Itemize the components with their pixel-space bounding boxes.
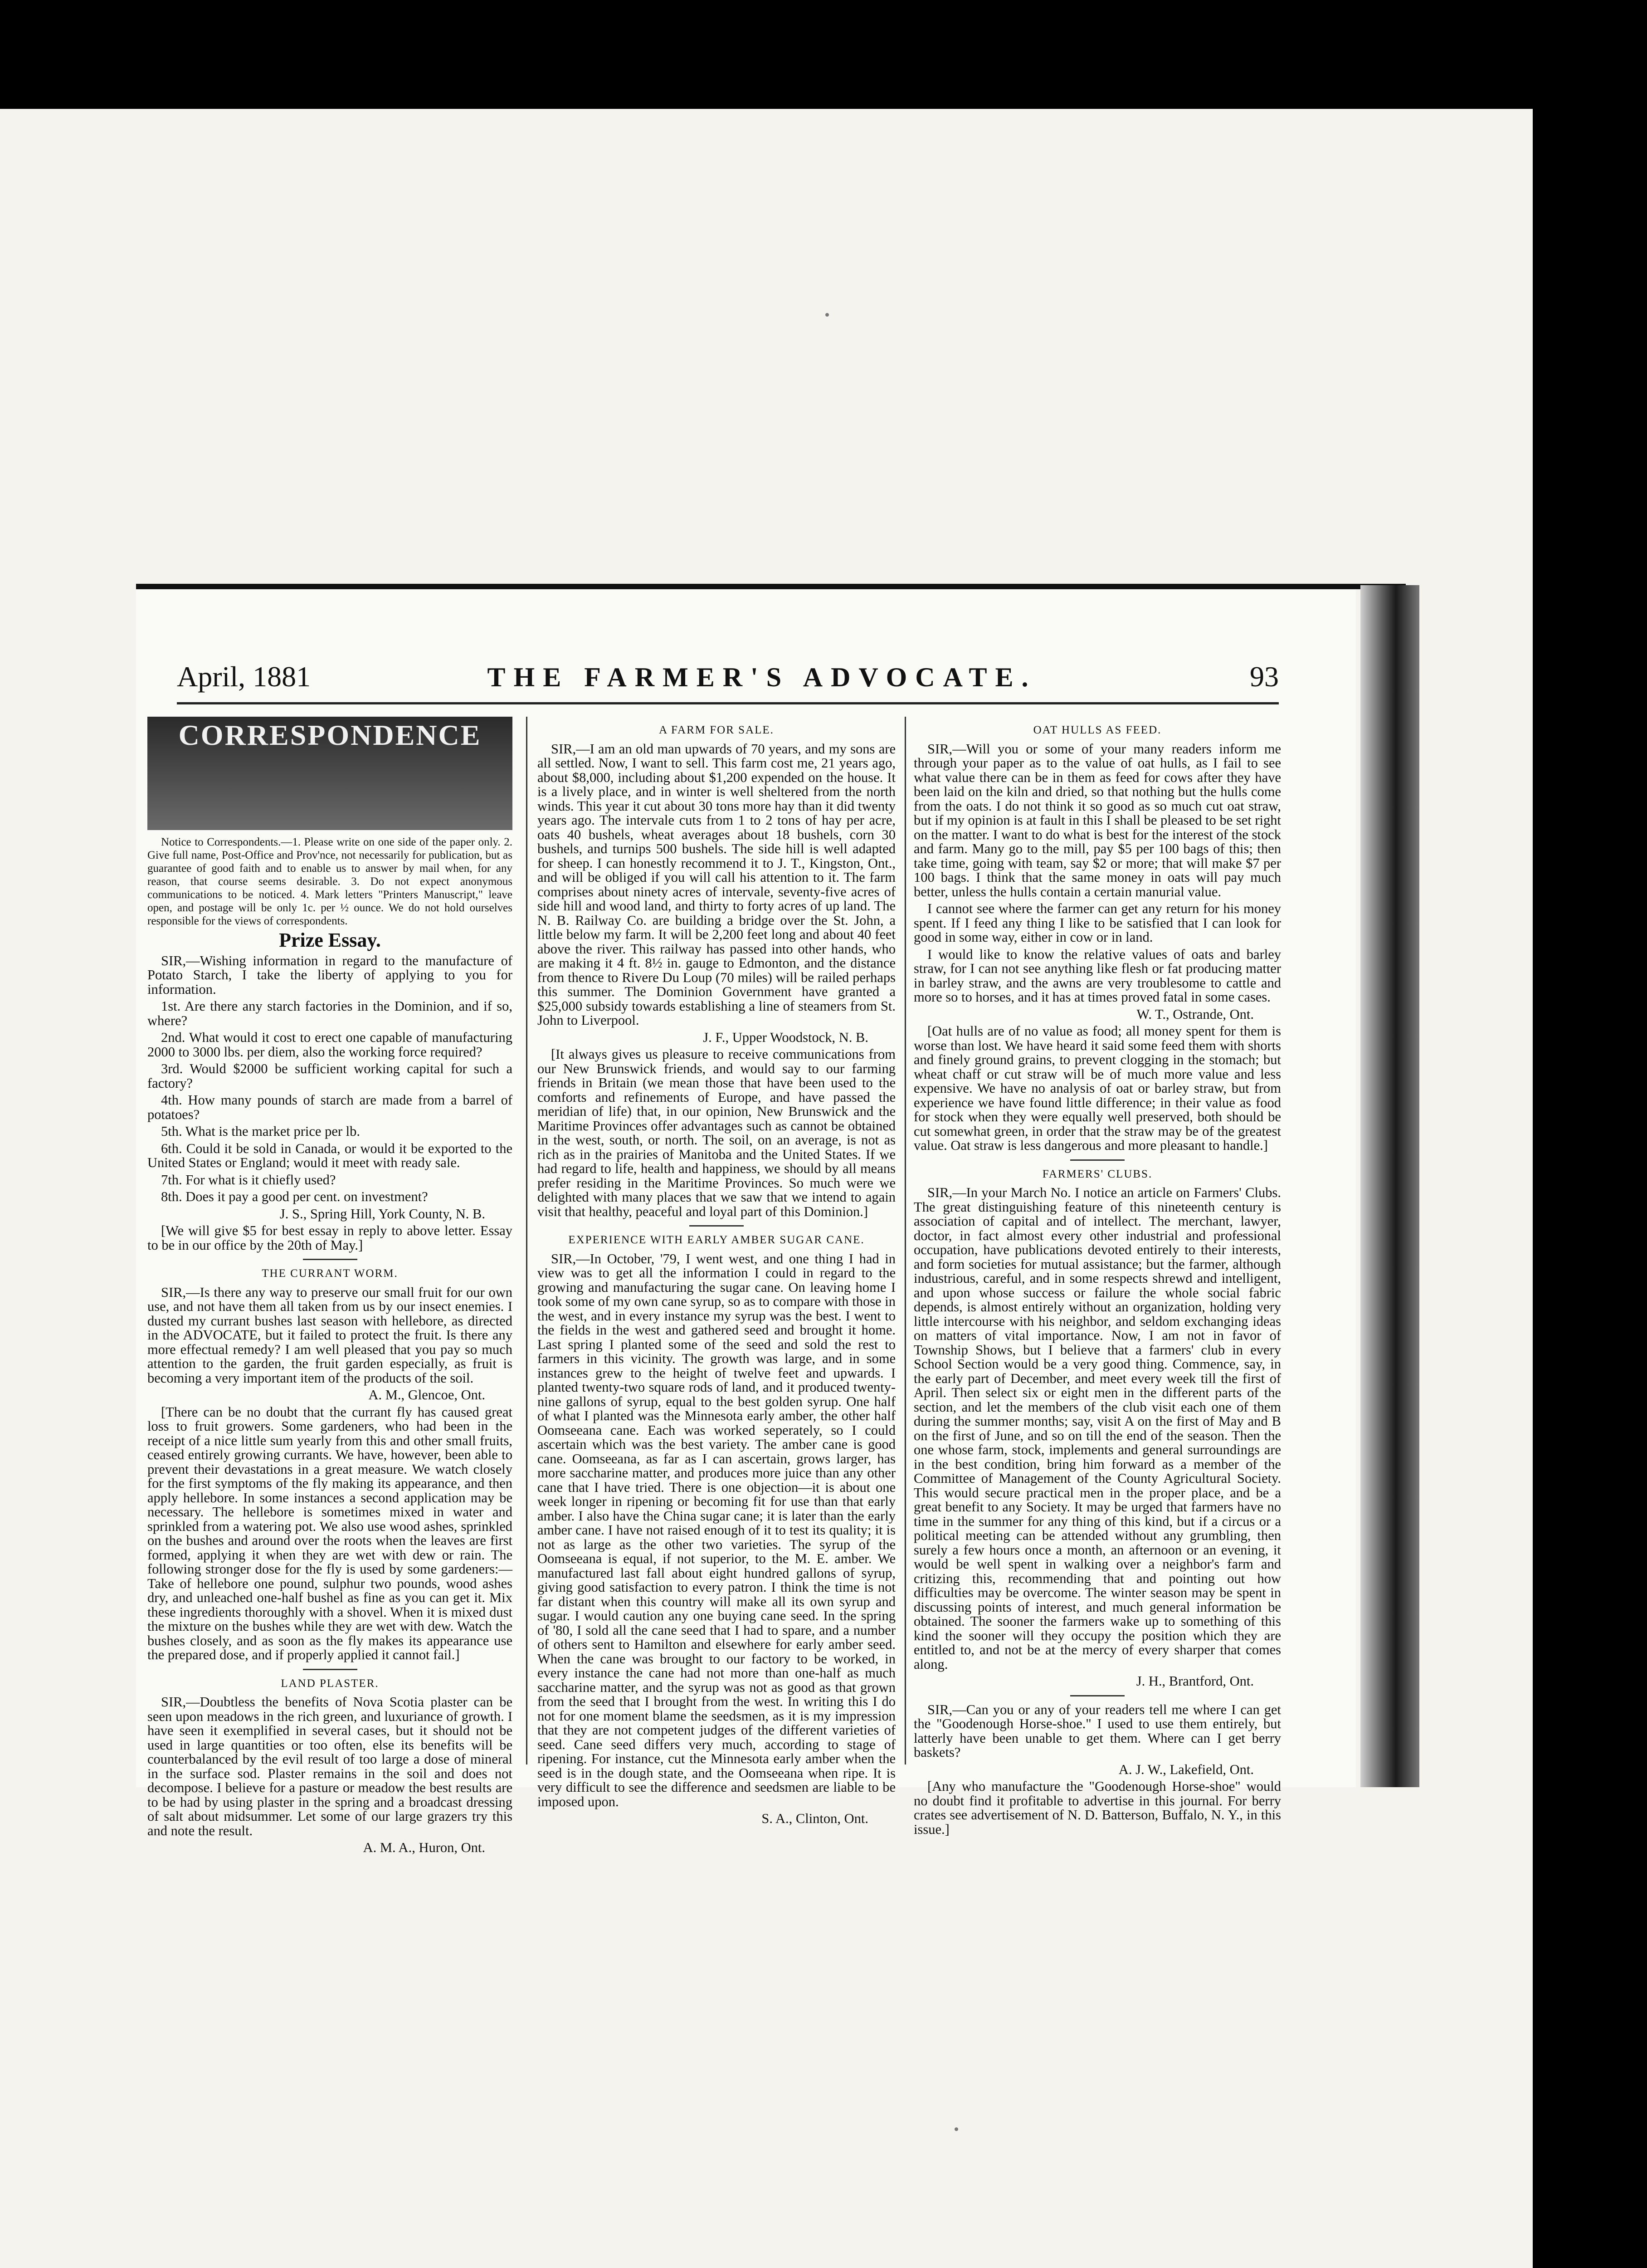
- oat-hulls-heading: OAT HULLS AS FEED.: [1033, 724, 1162, 736]
- sugar-cane-heading: EXPERIENCE WITH EARLY AMBER SUGAR CANE.: [568, 1234, 865, 1246]
- letter-text: SIR,—Is there any way to preserve our small fruit for our own use, and not have them all taken from us by our insect enemies. I dusted my currant bushes last season with hellebore, as directed in the ADVOCATE, but it failed to protect the fruit. Is there any more effectual remedy? I am well pleased that you pay so much attention to the garden, the fruit garden especially, as fruit is becoming a very important item of the products of the soil.: [147, 1284, 512, 1386]
- letter-text: SIR,—Can you or any of your readers tell me where I can get the "Goodenough Horse-shoe." I used to use them entirely, but latterly have been unable to get them. Where can I get berry baskets?: [914, 1701, 1281, 1760]
- question-4: 4th. How many pounds of starch are made from a barrel of potatoes?: [147, 1092, 512, 1122]
- question-1: 1st. Are there any starch factories in the Dominion, and if so, where?: [147, 998, 512, 1028]
- column-middle: [537, 717, 896, 1829]
- editor-reply: [There can be no doubt that the currant fly has caused great loss to fruit growers. Some gardeners, who had been in the receipt of a nice little sum yearly from this and other small fruits, ceased entirely growing currants. We have, however, been able to prevent their devastations in a great measure. We watch closely for the first symptoms of the fly making its appearance, and then apply hellebore. In some instances a second application may be necessary. The hellebore is sometimes mixed in water and sprinkled from a watering pot. We also use wood ashes, sprinkled on the bushes and around over the roots when the leaves are first formed, applying it when they are wet with dew or rain. The following stronger dose for the fly is used by some gardeners:—Take of hellebore one pound, sulphur two pounds, wood ashes dry, and unleached one-half bushel as fine as you can get it. Mix these ingredients thoroughly with a shovel. When it is mixed dust the mixture on the bushes while they are wet with dew. Watch the bushes closely, and as soon as the fly makes its appearance use the prepared dose, and if properly applied it cannot fail.]: [147, 1404, 512, 1662]
- signature: J. S., Spring Hill, York County, N. B.: [279, 1206, 485, 1222]
- signature: A. M. A., Huron, Ont.: [363, 1840, 485, 1855]
- signature: S. A., Clinton, Ont.: [761, 1811, 868, 1826]
- column-right: [914, 717, 1281, 1839]
- letter-text: SIR,—In your March No. I notice an article on Farmers' Clubs. The great distinguishing feature of this nineteenth century is association of capital and of intellect. The merchant, lawyer, doctor, in fact almost every other industrial and professional occupation, have publications devoted entirely to their interests, and form societies for mutual assistance; but the farmer, although industrious, careful, and in some respects shrewd and intelligent, and upon whose success or failure the whole social fabric depends, is almost entirely without an organization, holding very little intercourse with his neighbor, and seldom exchanging ideas on matters of vital importance. Now, I am not in favor of Township Shows, but I believe that a farmers' club in every School Section would be a very good thing. Commence, say, in the early part of December, and meet every week till the first of April. Then select six or eight men in the different parts of the section, and let the members of the club visit each one of them during the summer months; say, visit A on the first of May and B on the first of June, and so on till the end of the season. Then the one whose farm, stock, implements and general surroundings are in the best condition, bring him forward as a member of the Committee of Management of the County Agricultural Society. This would secure practical men in the proper place, and be a great benefit to any Society. It may be urged that farmers have no time in the summer for any thing of this kind, but if a circus or a political meeting can be attended without any grumbling, then surely a few hours once a month, an afternoon or an evening, it would be well spent in walking over a neighbor's farm and critizing this, recommending that and pointing out how difficulties may be overcome. The winter season may be spent in discussing points of interest, and much general information be obtained. The sooner the farmers wake up to something of this kind the sooner will they occupy the position which they are entitled to, and not be at the mercy of every sharper that comes along.: [914, 1185, 1281, 1672]
- prize-intro: SIR,—Wishing information in regard to the manufacture of Potato Starch, I take the liberty of applying to you for information.: [147, 953, 512, 997]
- banner-lettering: CORRESPONDENCE: [178, 719, 482, 751]
- column-divider: [905, 717, 906, 1765]
- column-divider: [526, 717, 527, 1765]
- section-rule: [303, 1669, 357, 1670]
- correspondence-banner: [147, 717, 512, 830]
- speck: [825, 313, 829, 317]
- land-plaster-heading: LAND PLASTER.: [281, 1677, 379, 1690]
- question-5: 5th. What is the market price per lb.: [161, 1124, 361, 1139]
- question-6: 6th. Could it be sold in Canada, or would it be exported to the United States or England; would it meet with ready sale.: [147, 1140, 512, 1170]
- signature: J. F., Upper Woodstock, N. B.: [703, 1029, 868, 1045]
- section-rule: [689, 1225, 744, 1227]
- editor-reply: [Oat hulls are of no value as food; all money spent for them is worse than lost. We have heard it said some feed them with shorts and finely ground grains, to prevent clogging in the stomach; but wheat chaff or cut straw will be of much more value and less expensive. We have no analysis of oat or barley straw, but from experience we have found little difference; in their value as food for stock when they were equally well preserved, both should be cut somewhat green, in order that the straw may be of the greatest value. Oat straw is less dangerous and more pleasant to handle.]: [914, 1023, 1281, 1153]
- header-rule: [177, 702, 1279, 704]
- question-3: 3rd. Would $2000 be sufficient working capital for such a factory?: [147, 1061, 512, 1091]
- speck: [955, 2127, 958, 2131]
- letter-text: SIR,—I am an old man upwards of 70 years, and my sons are all settled. Now, I want to sell. This farm cost me, 21 years ago, about $8,000, including about $1,200 expended on the house. It is a lively place, and in winter is well sheltered from the north winds. This year it cut about 30 tons more hay than it did twenty years ago. The intervale cuts from 1 to 2 tons of hay per acre, oats 40 bushels, wheat averages about 18 bushels, corn 30 bushels, and turnips 500 bushels. The side hill is well adapted for sheep. I can honestly recommend it to J. T., Kingston, Ont., and will be obliged if you will call his attention to it. The farm comprises about ninety acres of intervale, seventy-five acres of side hill and wood land, and thirty to forty acres of up land. The N. B. Railway Co. are building a bridge over the St. John, a little below my farm. It will be 2,200 feet long and about 40 feet above the river. This railway has passed into other hands, who are making it 4 ft. 8½ in. gauge to Edmonton, and the distance from thence to Rivere Du Loup (70 miles) will be railed perhaps this summer. The Dominion Government have granted a $25,000 subsidy towards establishing a line of steamers from St. John to Liverpool.: [537, 741, 896, 1028]
- signature: W. T., Ostrande, Ont.: [1136, 1006, 1254, 1022]
- editor-reply: [It always gives us pleasure to receive communications from our New Brunswick friends, and would say to our farming friends in Britain (we mean those that have been used to the comforts and refinements of Europe, and have passed the meridian of life) that, in our opinion, New Brunswick and the Maritime Provinces offer advantages such as cannot be obtained in the west, south, or north. The soil, on an average, is not as rich as in the prairies of Manitoba and the United States. If we had regard to life, health and happiness, we should by all means prefer residing in the Maritime Provinces. So much were we delighted with many places that we saw that we intend to again visit that healthy, peaceful and loyal part of this Dominion.]: [537, 1046, 896, 1219]
- issue-date: April, 1881: [177, 660, 311, 693]
- section-rule: [303, 1259, 357, 1260]
- notice-to-correspondents: Notice to Correspondents.—1. Please write on one side of the paper only. 2. Give full name, Post-Office and Prov'nce, not necessarily for publication, but as guarantee of good faith and to enable us to answer by mail when, for any reason, that course seems desirable. 3. Do not expect anonymous communications to be noticed. 4. Mark letters "Printers Manuscript," leave open, and postage will be only 1c. per ½ ounce. We do not hold ourselves responsible for the views of correspondents.: [147, 836, 512, 927]
- question-7: 7th. For what is it chiefly used?: [161, 1172, 336, 1188]
- book-spine: [1360, 585, 1419, 1787]
- farmers-clubs-heading: FARMERS' CLUBS.: [1042, 1168, 1153, 1180]
- column-left: [147, 717, 512, 1858]
- section-rule: [1070, 1159, 1125, 1161]
- editor-note: [We will give $5 for best essay in reply to above letter. Essay to be in our office by the 20th of May.]: [147, 1223, 512, 1253]
- currant-worm-heading: THE CURRANT WORM.: [262, 1267, 398, 1280]
- top-border-line: [136, 584, 1406, 589]
- prize-essay-heading: Prize Essay.: [279, 929, 381, 951]
- page-header: [177, 660, 1279, 696]
- masthead-title: THE FARMER'S ADVOCATE.: [487, 662, 1037, 692]
- page-number: 93: [1250, 660, 1279, 693]
- editor-reply: [Any who manufacture the "Goodenough Horse-shoe" would no doubt find it profitable to advertise in this journal. For berry crates see advertisement of N. D. Batterson, Buffalo, N. Y., in this issue.]: [914, 1779, 1281, 1837]
- letter-text: I would like to know the relative values of oats and barley straw, for I can not see anything like flesh or fat producing matter in barley straw, and the awns are very troublesome to cattle and more so to horses, and it has at times proved fatal in some cases.: [914, 946, 1281, 1005]
- question-8: 8th. Does it pay a good per cent. on investment?: [161, 1189, 428, 1204]
- letter-text: SIR,—In October, '79, I went west, and one thing I had in view was to get all the information I could in regard to the growing and manufacturing the sugar cane. On leaving home I took some of my own cane syrup, so as to compare with those in the west, and in every instance my syrup was the best. I went to the fields in the west and gathered seed and brought it home. Last spring I planted some of the seed and sold the rest to farmers in this vicinity. The growth was large, and in some instances grew to the height of twelve feet and upwards. I planted twenty-two square rods of land, and it produced twenty-nine gallons of syrup, equal to the best golden syrup. One half of what I planted was the Minnesota early amber, the other half Oomseeana cane. Each was worked seperately, so I could ascertain which was the best variety. The amber cane is good cane. Oomseeana, as far as I can ascertain, grows larger, has more saccharine matter, and produces more juice than any other cane that I have tried. There is one objection—it is about one week longer in ripening or becoming fit for use than that early amber. I also have the China sugar cane; it is later than the early amber cane. I have not raised enough of it to test its quality; it is not as large as the other two varieties. The syrup of the Oomseeana is equal, if not superior, to the M. E. amber. We manufactured last fall about eight hundred gallons of syrup, giving good satisfaction to every patron. I think the time is not far distant when this country will make all its own syrup and sugar. I would caution any one buying cane seed. In the spring of '80, I sold all the cane seed that I had to spare, and a number of others sent to Hamilton and elsewhere for early amber seed. When the cane was brought to our factory to be worked, in every instance the cane had not more than one-half as much saccharine matter, and the syrup was not as good as that grown from the seed that I brought from the west. In writing this I do not for one moment blame the seedsmen, as it is my impression that they are not competent judges of the different varieties of seed. Cane seed differs very much, according to stage of ripening. For instance, cut the Minnesota early amber when the seed is in the dough state, and the Oomseeana when ripe. It is very difficult to see the difference and seedsmen are liable to be imposed upon.: [537, 1251, 896, 1809]
- letter-text: SIR,—Doubtless the benefits of Nova Scotia plaster can be seen upon meadows in the rich green, and luxuriance of growth. I have seen it exemplified in several cases, but it should not be used in large quantities or too often, else its benefits will be counterbalanced by the evil result of too large a dose of mineral in the surface sod. Plaster remains in the soil and does not decompose. I believe for a pasture or meadow the best results are to be had by using plaster in the spring and a broadcast dressing of salt about midsummer. Let some of our large grazers try this and note the result.: [147, 1694, 512, 1838]
- section-rule: [1070, 1695, 1125, 1696]
- letter-text: I cannot see where the farmer can get any return for his money spent. If I feed any thing I like to be satisfied that I can look for good in some way, either in cow or in land.: [914, 901, 1281, 945]
- question-2: 2nd. What would it cost to erect one capable of manufacturing 2000 to 3000 lbs. per diem, also the working force required?: [147, 1030, 512, 1060]
- letter-text: SIR,—Will you or some of your many readers inform me through your paper as to the value of oat hulls, as I fail to see what value there can be in them as feed for cows after they have been laid on the kiln and dried, so that nothing but the hulls come from the oats. I do not think it so good as so much cut oat straw, but if my opinion is at fault in this I shall be pleased to be set right on the matter. I want to do what is best for the interest of the stock and farm. Many go to the mill, pay $5 per 100 bags of this; then take time, going with team, say $2 or more; that will make $7 per 100 bags. I think that the same money in oats will pay much better, unless the hulls contain a certain manurial value.: [914, 741, 1281, 899]
- farm-for-sale-heading: A FARM FOR SALE.: [659, 724, 774, 736]
- signature: A. J. W., Lakefield, Ont.: [1118, 1761, 1254, 1777]
- signature: A. M., Glencoe, Ont.: [368, 1387, 485, 1403]
- signature: J. H., Brantford, Ont.: [1136, 1673, 1254, 1689]
